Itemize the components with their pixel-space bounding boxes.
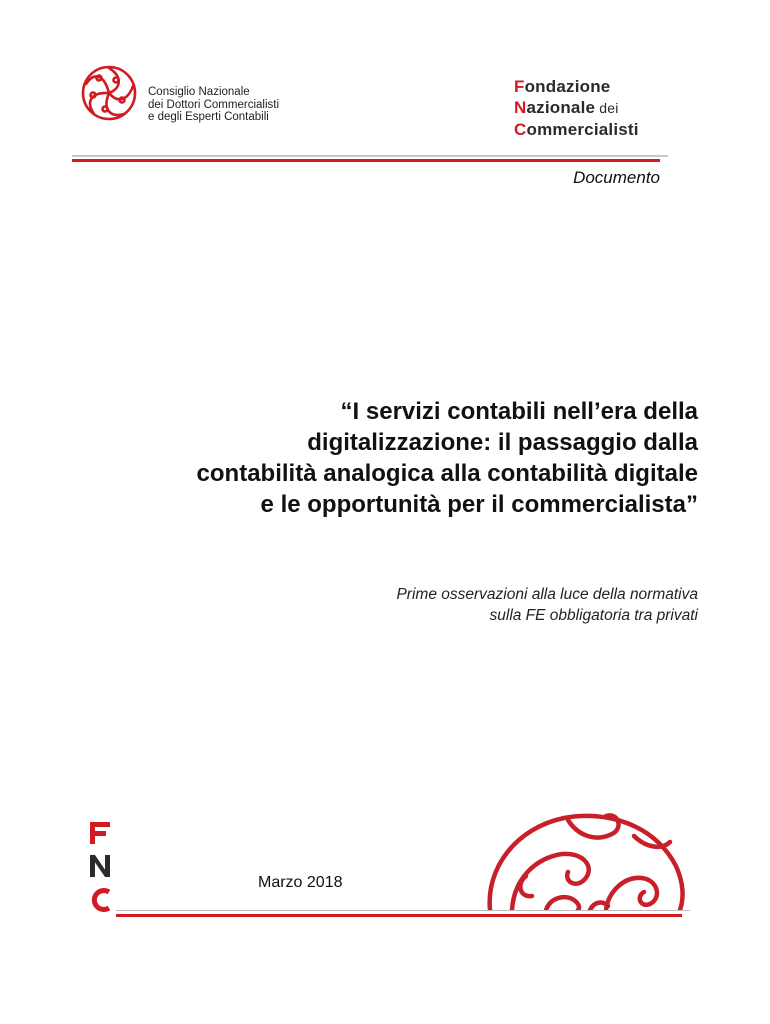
fnc-word: ondazione xyxy=(524,77,611,96)
title-line: “I servizi contabili nell’era della xyxy=(340,398,698,425)
fnc-initial: F xyxy=(514,77,525,96)
fnc-initial: C xyxy=(514,120,527,139)
fnc-word: azionale xyxy=(526,98,596,117)
document-title xyxy=(98,396,698,520)
header-divider-red xyxy=(72,159,660,162)
fnc-name-line xyxy=(514,97,639,119)
fnc-name-logo xyxy=(514,76,639,140)
fnc-word: ommercialisti xyxy=(526,120,639,139)
decorative-swirl-icon xyxy=(486,806,686,910)
subtitle-line: Prime osservazioni alla luce della normativa xyxy=(396,586,698,603)
subtitle-line: sulla FE obbligatoria tra privati xyxy=(489,607,698,624)
cndcec-line: dei Dottori Commercialisti xyxy=(148,98,280,111)
cndcec-logo xyxy=(78,62,140,124)
title-line: e le opportunità per il commercialista” xyxy=(260,491,698,518)
footer-divider-grey xyxy=(116,910,690,911)
cndcec-line: Consiglio Nazionale xyxy=(148,86,250,98)
title-line: contabilità analogica alla contabilità digitale xyxy=(196,460,698,487)
document-subtitle xyxy=(198,584,698,626)
cndcec-swirl-icon xyxy=(78,62,140,124)
title-line: digitalizzazione: il passaggio dalla xyxy=(307,429,698,456)
fnc-vertical-logo xyxy=(88,822,118,914)
cndcec-name xyxy=(148,86,279,124)
decorative-swirl xyxy=(486,806,686,910)
fnc-word-small: dei xyxy=(595,100,619,116)
cndcec-line: e degli Esperti Contabili xyxy=(148,111,269,123)
fnc-initial: N xyxy=(514,98,527,117)
footer-divider-red xyxy=(116,914,682,917)
fnc-letters-icon xyxy=(88,822,118,914)
fnc-name-line xyxy=(514,119,639,140)
document-type-label: Documento xyxy=(573,168,660,187)
header-divider-grey xyxy=(72,155,668,157)
document-date: Marzo 2018 xyxy=(258,874,343,891)
fnc-name-line xyxy=(514,76,639,97)
